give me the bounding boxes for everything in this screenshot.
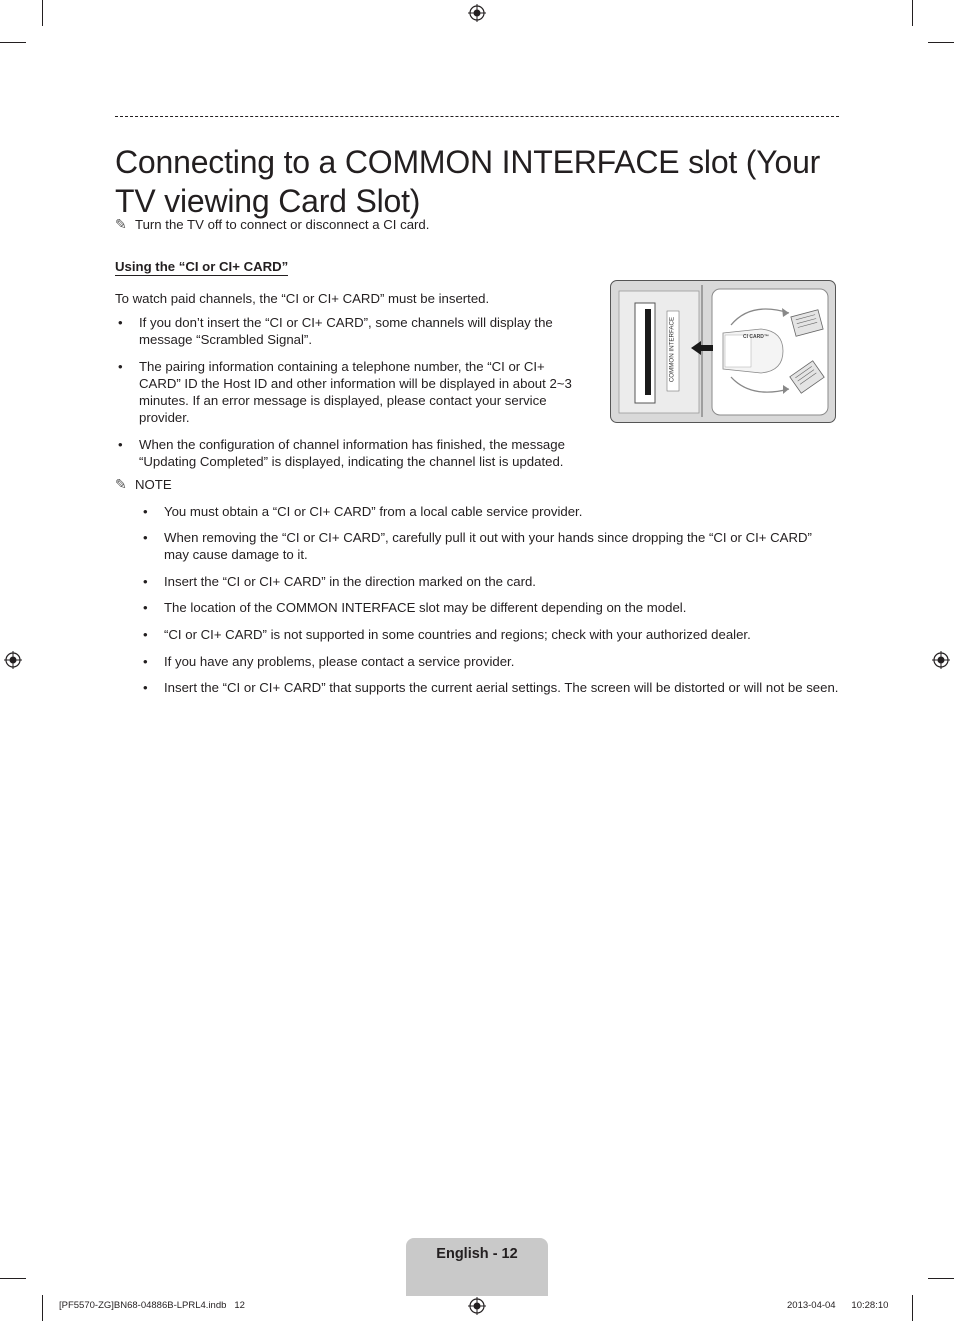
file-slug: [PF5570-ZG]BN68-04886B-LPRL4.indb 12 [59,1300,245,1311]
crop-mark [928,42,954,43]
pencil-note-icon: ✎ [115,216,127,232]
list-item: • Insert the “CI or CI+ CARD” that supports the current aerial settings. The screen will be distorted or will not be seen. [140,679,840,696]
registration-mark-icon [4,651,22,669]
list-item: • When removing the “CI or CI+ CARD”, carefully pull it out with your hands since dropping the “CI or CI+ CARD” may cause damage to it. [140,529,840,563]
registration-mark-icon [468,4,486,22]
list-item: • “CI or CI+ CARD” is not supported in some countries and regions; check with your authorized dealer. [140,626,840,643]
list-item: • If you don’t insert the “CI or CI+ CARD”, some channels will display the message “Scrambled Signal”. [115,314,590,348]
note-heading [115,476,172,493]
crop-mark [0,42,26,43]
list-item: • Insert the “CI or CI+ CARD” in the direction marked on the card. [140,573,840,590]
tip-text: Turn the TV off to connect or disconnect a CI card. [135,217,430,232]
note-label: NOTE [135,477,172,492]
section-intro: To watch paid channels, the “CI or CI+ CARD” must be inserted. [115,291,490,306]
page-number: English - 12 [436,1246,518,1262]
crop-mark [912,1295,913,1321]
crop-mark [912,0,913,26]
crop-mark [0,1278,26,1279]
note-bullet-list [140,503,840,696]
ci-slot-diagram [611,281,834,421]
crop-mark [928,1278,954,1279]
slot-label: COMMON INTERFACE [668,316,676,383]
crop-mark [42,1295,43,1321]
page-title: Connecting to a COMMON INTERFACE slot (Your TV viewing Card Slot) [115,144,821,220]
section-heading: Using the “CI or CI+ CARD” [115,259,289,274]
list-item: • The pairing information containing a telephone number, the “CI or CI+ CARD” ID the Host ID and other information will be displayed in about 2~3 minutes. If an error message is displayed, please contact your service provider. [115,358,590,426]
title-rule [115,116,839,117]
crop-mark [42,0,43,26]
list-item: • If you have any problems, please contact a service provider. [140,653,840,670]
list-item: • You must obtain a “CI or CI+ CARD” from a local cable service provider. [140,503,840,520]
section-bullet-list [115,314,590,470]
ci-card-illustration [610,280,836,423]
tip-note [115,216,429,233]
list-item: • When the configuration of channel information has finished, the message “Updating Completed” is displayed, indicating the channel list is updated. [115,436,590,470]
registration-mark-icon [468,1297,486,1315]
registration-mark-icon [932,651,950,669]
print-timestamp: 2013-04-04 10:28:10 [787,1300,889,1311]
pencil-note-icon: ✎ [115,476,127,492]
card-label: CI CARD™ [743,334,769,340]
list-item: • The location of the COMMON INTERFACE slot may be different depending on the model. [140,599,840,616]
